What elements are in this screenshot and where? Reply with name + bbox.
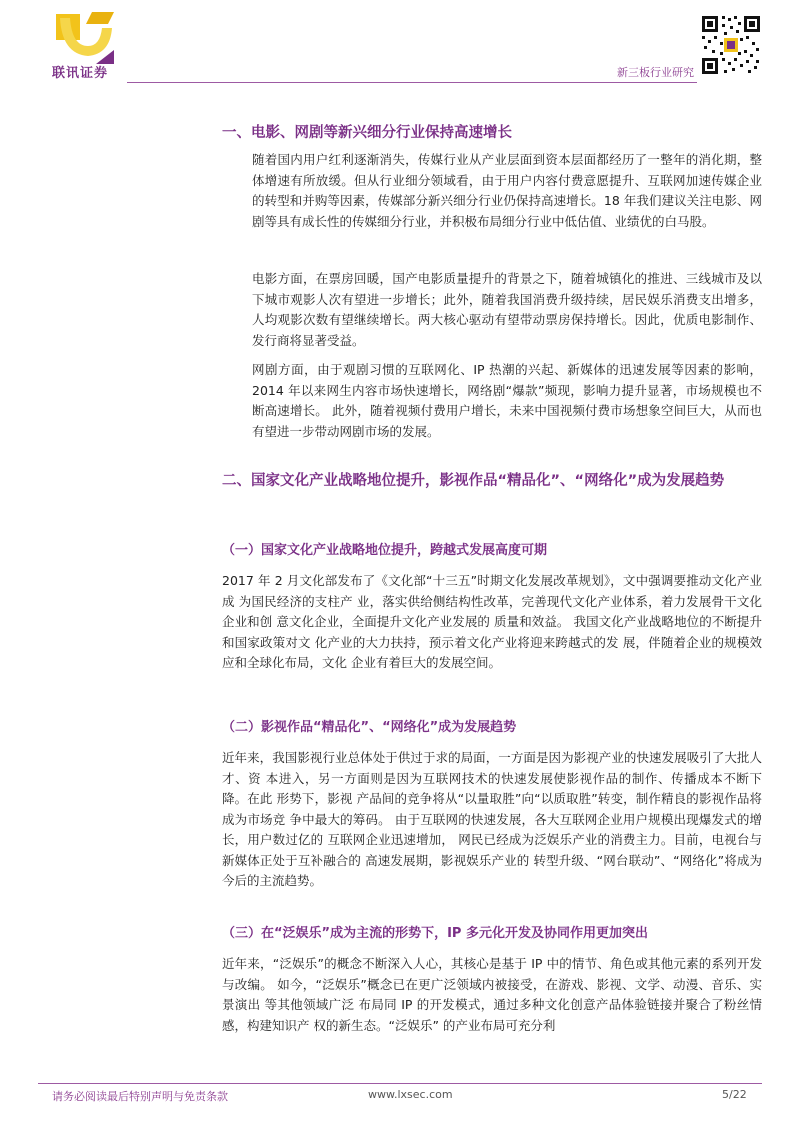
report-type-label: 新三板行业研究: [617, 66, 694, 79]
subsection-heading-1: （一）国家文化产业战略地位提升，跨越式发展高度可期: [222, 543, 548, 558]
qr-code-icon: [700, 14, 762, 76]
page-header: [0, 0, 800, 90]
paragraph-policy: 2017 年 2 月文化部发布了《文化部“十三五”时期文化发展改革规划》，文中强调要推动文化产业成 为国民经济的支柱产 业，落实供给侧结构性改革，完善现代文化产业体系，着力发展骨干文化企业和创 意文化企业，全面提升文化产业发展的 质量和效益。 我国文化产业战略地位的不断提升和国家政策对文 化产业的大力扶持，预示着文化产业将迎来跨越式的发 展，伴随着企业的规模效应和全球化布局，文化 企业有着巨大的发展空间。: [222, 573, 762, 670]
paragraph-film: 电影方面，在票房回暖，国产电影质量提升的背景之下，随着城镇化的推进、三线城市及以下城市观影人次有望进一步增长；此外，随着我国消费升级持续，居民娱乐消费支出增多，人均观影次数有望继续增长。两大核心驱动有望带动票房保持增长。因此，优质电影制作、发行商将显著受益。: [252, 271, 762, 348]
footer-website-link[interactable]: www.lxsec.com: [368, 1088, 453, 1101]
paragraph-web-series: 网剧方面，由于观剧习惯的互联网化、IP 热潮的兴起、新媒体的迅速发展等因素的影响，2014 年以来网生内容市场快速增长，网络剧“爆款”频现，影响力提升显著，市场规模也不断高速增长。 此外，随着视频付费用户增长，未来中国视频付费市场想象空间巨大，从而也有望进一步带动网剧市场的发展。: [252, 362, 762, 439]
footer-divider: [38, 1083, 762, 1084]
section-heading-2: 二、国家文化产业战略地位提升，影视作品“精品化”、“网络化”成为发展趋势: [222, 473, 725, 489]
section-heading-1: 一、电影、网剧等新兴细分行业保持高速增长: [222, 125, 512, 141]
footer-disclaimer: 请务必阅读最后特别声明与免责条款: [52, 1090, 228, 1103]
subsection-heading-2: （二）影视作品“精品化”、“网络化”成为发展趋势: [222, 720, 517, 735]
header-divider: [127, 82, 697, 83]
paragraph-industry-overview: 随着国内用户红利逐渐消失，传媒行业从产业层面到资本层面都经历了一整年的消化期，整体增速有所放缓。但从行业细分领域看，由于用户内容付费意愿提升、互联网加速传媒企业的转型和并购等因素，传媒部分新兴细分行业仍保持高速增长。18 年我们建议关注电影、网剧等具有成长性的传媒细分行业，并积极布局细分行业中低估值、业绩优的白马股。: [252, 152, 762, 229]
paragraph-quality-trend: 近年来，我国影视行业总体处于供过于求的局面，一方面是因为影视产业的快速发展吸引了大批人 才、资 本进入，另一方面则是因为互联网技术的快速发展使影视作品的制作、传播成本不断下降。在此 形势下，影视 产品间的竞争将从“以量取胜”向“以质取胜”转变，制作精良的影视作品将成为市场竞 争中最大的筹码。 由于互联网的快速发展，各大互联网企业用户规模出现爆发式的增长，用户数过亿的 互联网企业迅速增加， 网民已经成为泛娱乐产业的消费主力。目前，电视台与新媒体正处于互补融合的 高速发展期，影视娱乐产业的 转型升级、“网台联动”、“网络化”将成为今后的主流趋势。: [222, 750, 762, 888]
logo-text: 联讯证券: [52, 66, 109, 81]
page-number: 5/22: [722, 1088, 747, 1101]
paragraph-pan-entertainment: 近年来，“泛娱乐”的概念不断深入人心，其核心是基于 IP 中的情节、角色或其他元素的系列开发 与改编。 如今，“泛娱乐”概念已在更广泛领域内被接受，在游戏、影视、文学、动漫、音乐、实景演出 等其他领域广泛 布局同 IP 的开发模式，通过多种文化创意产品体验链接并聚合了粉丝情感，构建知识产 权的新生态。“泛娱乐” 的产业布局可充分利: [222, 956, 762, 1033]
subsection-heading-3: （三）在“泛娱乐”成为主流的形势下，IP 多元化开发及协同作用更加突出: [222, 926, 648, 941]
